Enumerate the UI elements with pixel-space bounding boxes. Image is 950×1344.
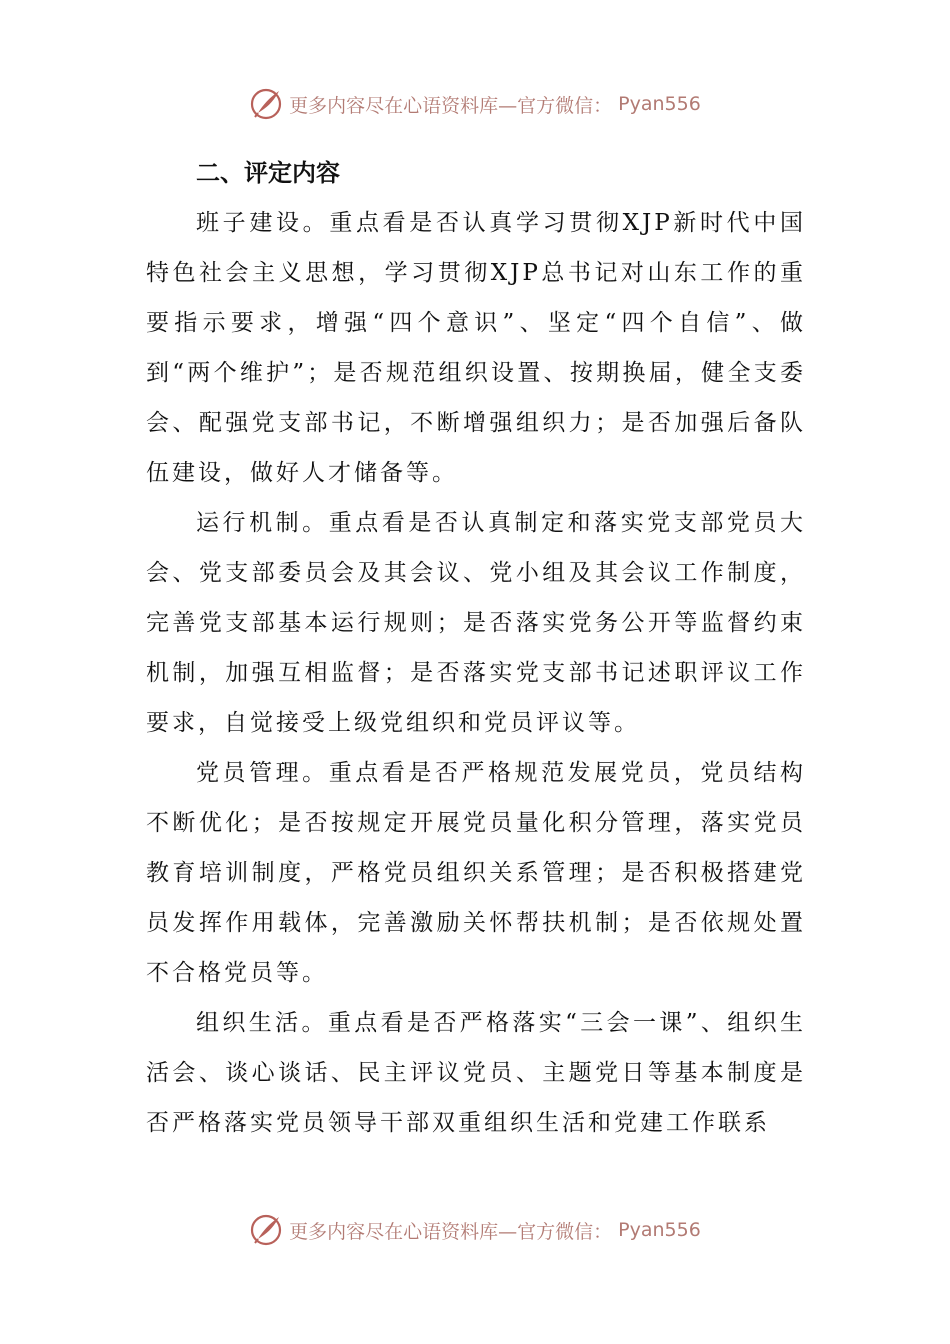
paragraph-organizational-life: 组织生活。重点看是否严格落实“三会一课”、组织生活会、谈心谈话、民主评议党员、主题党日等基本制度是否严格落实党员领导干部双重组织生活和党建工作联系 (146, 1010, 806, 1136)
watermark-wechat-id: Pyan556 (618, 1219, 701, 1241)
watermark-wechat-id: Pyan556 (618, 93, 701, 115)
watermark-footer (0, 1212, 950, 1248)
paragraph-operating-mechanism: 运行机制。重点看是否认真制定和落实党支部党员大会、党支部委员会及其会议、党小组及其会议工作制度，完善党支部基本运行规则；是否落实党务公开等监督约束机制，加强互相监督；是否落实党支部书记述职评议工作要求，自觉接受上级党组织和党员评议等。 (146, 510, 806, 736)
quill-logo-icon (249, 1213, 283, 1247)
section-heading: 二、评定内容 (196, 159, 340, 187)
watermark-text: 更多内容尽在心语资料库—官方微信： (289, 94, 613, 117)
document-body (146, 148, 806, 1148)
paragraph-member-management: 党员管理。重点看是否严格规范发展党员，党员结构不断优化；是否按规定开展党员量化积分管理，落实党员教育培训制度，严格党员组织关系管理；是否积极搭建党员发挥作用载体，完善激励关怀帮扶机制；是否依规处置不合格党员等。 (146, 760, 806, 986)
paragraph-team-building: 班子建设。重点看是否认真学习贯彻XJP新时代中国特色社会主义思想，学习贯彻XJP总书记对山东工作的重要指示要求，增强“四个意识”、坚定“四个自信”、做到“两个维护”；是否规范组织设置、按期换届，健全支委会、配强党支部书记，不断增强组织力；是否加强后备队伍建设，做好人才储备等。 (146, 210, 806, 486)
watermark-header (0, 86, 950, 122)
quill-logo-icon (249, 87, 283, 121)
watermark-text: 更多内容尽在心语资料库—官方微信： (289, 1220, 613, 1243)
